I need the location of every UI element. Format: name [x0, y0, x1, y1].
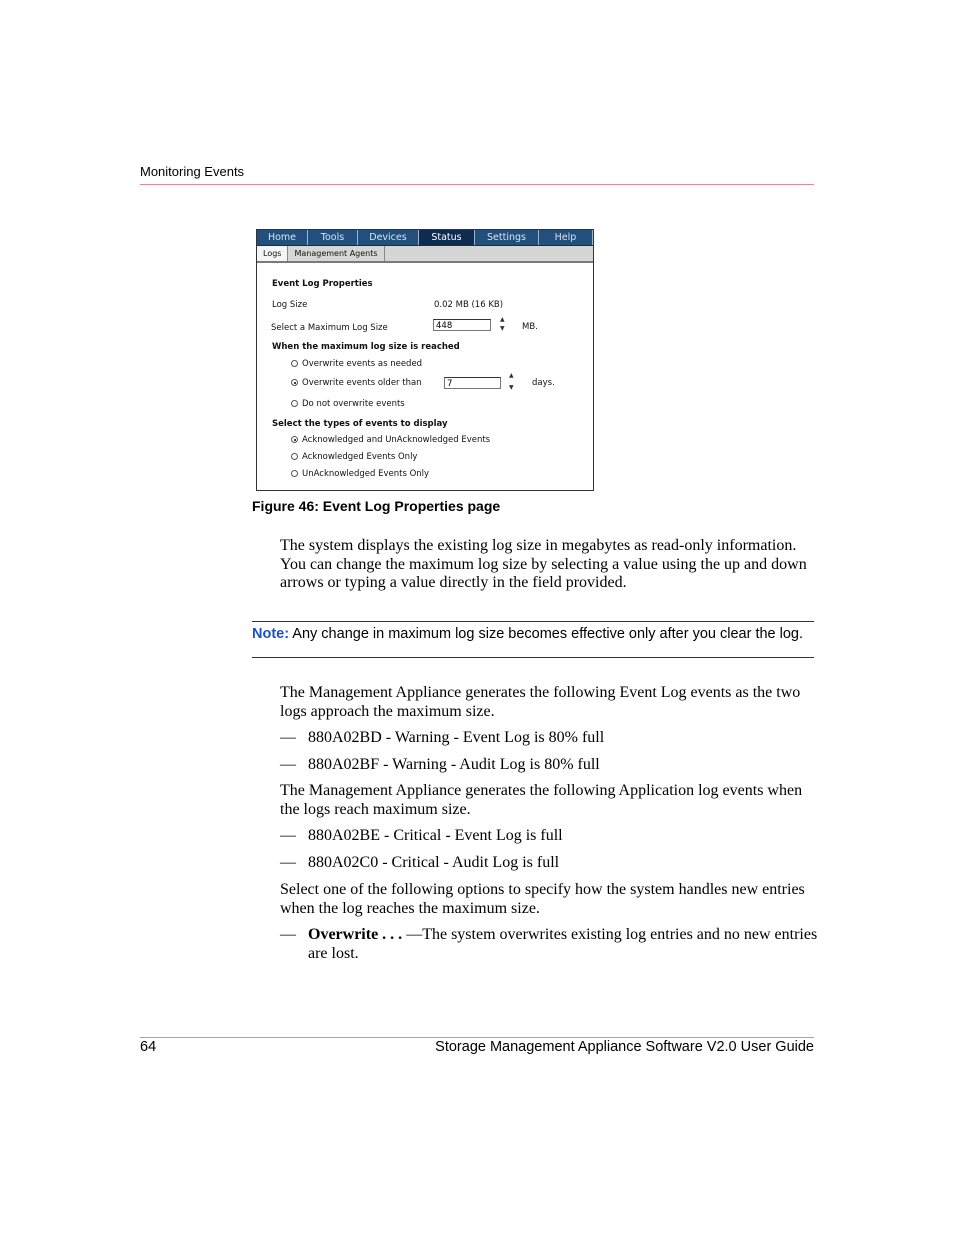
note-label: Note: — [252, 626, 290, 642]
list-item — [280, 854, 820, 873]
radio-type-ack[interactable] — [291, 453, 298, 460]
nav-tab-settings[interactable]: Settings — [475, 230, 539, 245]
list-item — [280, 926, 820, 963]
radio-type-unack[interactable] — [291, 470, 298, 477]
radio-type-all[interactable] — [291, 436, 298, 443]
note-text: Any change in maximum log size becomes effective only after you clear the log. — [292, 626, 804, 642]
figure-caption: Figure 46: Event Log Properties page — [252, 498, 501, 514]
sub-tab-logs[interactable]: Logs — [257, 246, 288, 261]
note-bottom-rule — [252, 657, 814, 658]
dash-marker: — — [280, 926, 296, 943]
days-down-arrow-icon[interactable]: ▼ — [509, 384, 514, 391]
paragraph-log-size: The system displays the existing log size in megabytes as read-only information. You can change the maximum log size by selecting a value using the up and down arrows or typing a value directly in the field provided. — [280, 537, 807, 591]
nav-tab-devices[interactable]: Devices — [358, 230, 419, 245]
dash-marker: — — [280, 756, 296, 773]
days-input[interactable]: 7 — [444, 377, 501, 389]
note-block — [252, 626, 803, 642]
max-size-input[interactable]: 448 — [433, 319, 491, 331]
overwrite-description: —The system overwrites existing log entries and no new entries are lost. — [308, 926, 818, 962]
paragraph-application-log: The Management Appliance generates the following Application log events when the logs reach maximum size. — [280, 782, 803, 818]
types-heading: Select the types of events to display — [272, 419, 448, 429]
section-title: Event Log Properties — [272, 279, 373, 289]
max-size-up-arrow-icon[interactable]: ▲ — [500, 316, 505, 323]
paragraph-options: Select one of the following options to specify how the system handles new entries when the log reaches the maximum size. — [280, 881, 805, 917]
list-item-text — [308, 926, 820, 963]
list-item-text: 880A02C0 - Critical - Audit Log is full — [308, 854, 560, 871]
nav-tab-help[interactable]: Help — [539, 230, 593, 245]
max-size-unit: MB. — [522, 322, 538, 332]
list-item-text: 880A02BF - Warning - Audit Log is 80% full — [308, 756, 600, 773]
opt-overwrite-label: Overwrite events as needed — [302, 359, 423, 369]
event-log-screenshot — [256, 229, 594, 491]
days-up-arrow-icon[interactable]: ▲ — [509, 372, 514, 379]
dash-marker: — — [280, 729, 296, 746]
radio-overwrite-as-needed[interactable] — [291, 360, 298, 367]
dash-marker: — — [280, 854, 296, 871]
page-number: 64 — [140, 1039, 157, 1055]
type-unack-label: UnAcknowledged Events Only — [302, 469, 430, 479]
list-item-text: 880A02BE - Critical - Event Log is full — [308, 827, 563, 844]
opt-overwrite-older-label: Overwrite events older than — [302, 378, 422, 388]
list-item — [280, 756, 820, 775]
opt-no-overwrite-label: Do not overwrite events — [302, 399, 405, 409]
nav-bar — [257, 230, 593, 246]
sub-tab-bar — [257, 246, 593, 263]
running-header: Monitoring Events — [140, 164, 245, 179]
footer-rule — [140, 1037, 814, 1038]
dash-marker: — — [280, 827, 296, 844]
max-size-down-arrow-icon[interactable]: ▼ — [500, 325, 505, 332]
log-size-value: 0.02 MB (16 KB) — [434, 300, 504, 310]
overwrite-term: Overwrite . . . — [308, 926, 403, 943]
log-size-label: Log Size — [272, 300, 308, 310]
type-all-label: Acknowledged and UnAcknowledged Events — [302, 435, 491, 445]
when-max-heading: When the maximum log size is reached — [272, 342, 460, 352]
radio-no-overwrite[interactable] — [291, 400, 298, 407]
sub-tab-management-agents[interactable]: Management Agents — [288, 246, 384, 261]
footer-title: Storage Management Appliance Software V2.0 User Guide — [435, 1039, 814, 1055]
type-ack-label: Acknowledged Events Only — [302, 452, 418, 462]
nav-tab-home[interactable]: Home — [257, 230, 308, 245]
nav-tab-tools[interactable]: Tools — [308, 230, 358, 245]
list-item — [280, 827, 820, 846]
max-size-label: Select a Maximum Log Size — [271, 323, 388, 333]
list-item — [280, 729, 820, 748]
nav-tab-status[interactable]: Status — [419, 230, 475, 245]
radio-overwrite-older[interactable] — [291, 379, 298, 386]
list-item-text: 880A02BD - Warning - Event Log is 80% full — [308, 729, 605, 746]
note-top-rule — [252, 621, 814, 622]
days-unit: days. — [532, 378, 555, 388]
paragraph-event-log: The Management Appliance generates the following Event Log events as the two logs approach the maximum size. — [280, 684, 801, 720]
header-rule — [140, 184, 814, 185]
